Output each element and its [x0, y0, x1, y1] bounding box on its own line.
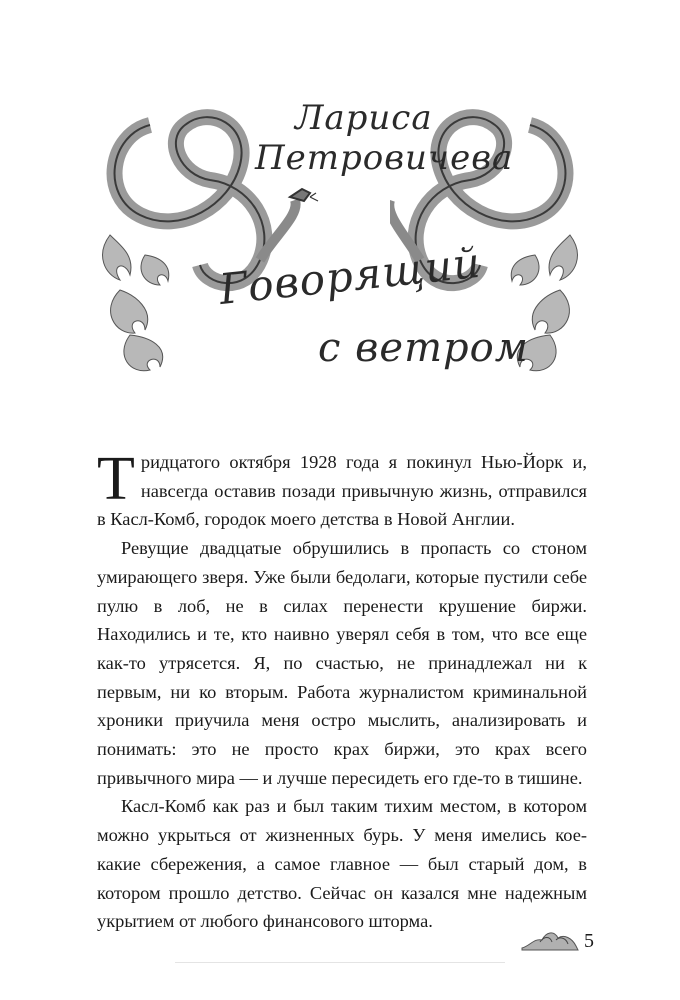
paragraph: Касл-Комб как раз и был таким тихим местом, в котором можно укрыться от жизненных бурь. У меня имелись кое-какие сбережения, а самое главное — был старый дом, в котором прошло детство. Сейчас он казался мне надежным укрытием от любого финансового шторма. — [97, 796, 587, 932]
paragraph: Ревущие двадцатые обрушились в пропасть со стоном умирающего зверя. Уже были бедолаги, которые пустили себе пулю в лоб, не в силах перенести крушение биржи. Находились и те, кто наивно уверял себя в том, что все еще как-то утрясется. Я, по счастью, не принадлежал ни к первым, ни ко вторым. Работа журналистом криминальной хроники приучила меня остро мыслить, анализировать и понимать: это не просто крах биржи, это крах всего привычного мира — и лучше пересидеть его где-то в тишине. — [97, 538, 587, 788]
divider — [175, 962, 505, 963]
paragraph-text: ридцатого октября 1928 года я покинул Нью-Йорк и, навсегда оставив позади привычную жизнь, отправился в Касл-Комб, городок моего детства в Новой Англии. — [97, 452, 587, 530]
author-last-name: Петровичева — [255, 138, 514, 178]
book-title-line-1: Говорящий — [216, 237, 484, 314]
author-first-name: Лариса — [295, 98, 433, 138]
chapter-text — [97, 445, 587, 936]
page-number: 5 — [584, 930, 594, 952]
left-serpent-icon — [90, 85, 330, 385]
book-title-line-2: с ветром — [318, 325, 529, 371]
paragraph — [97, 445, 587, 534]
wave-ornament-icon — [520, 924, 580, 954]
drop-cap: Т — [97, 445, 135, 513]
